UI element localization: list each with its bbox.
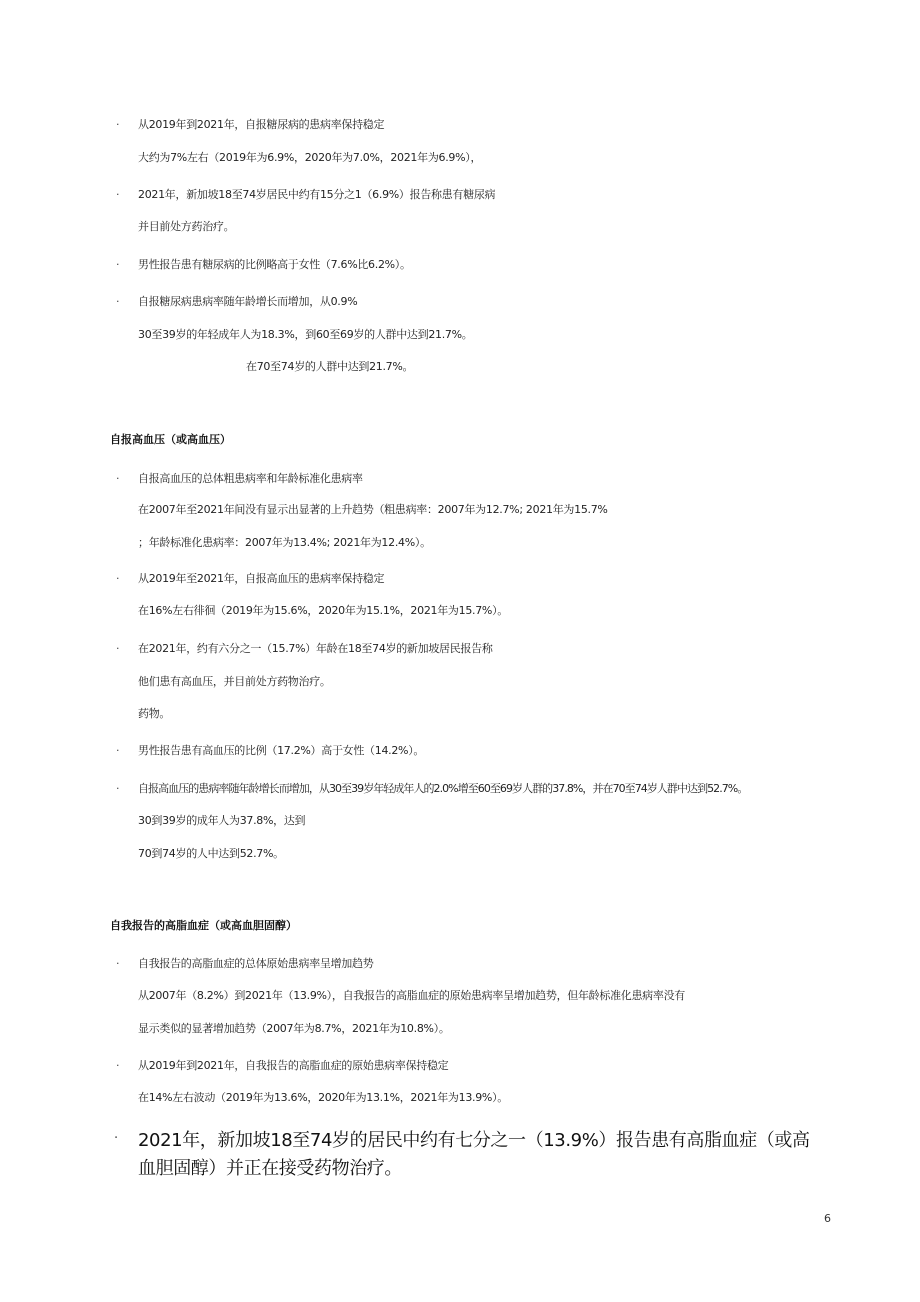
hypertension-heading: 自报高血压（或高血压） xyxy=(110,433,231,446)
hypertension-age-line-3: 70到74岁的人中达到52.7%。 xyxy=(138,847,284,860)
hypertension-age-line-2: 30到39岁的成年人为37.8%，达到 xyxy=(138,814,306,827)
cholesterol-heading: 自我报告的高脂血症（或高血胆固醇） xyxy=(110,919,297,932)
hypertension-stable-line-2: 在16%左右徘徊（2019年为15.6%，2020年为15.1%，2021年为15.7%）。 xyxy=(138,604,508,617)
diabetes-stable-line-2: 大约为7%左右（2019年为6.9%，2020年为7.0%，2021年为6.9%）， xyxy=(138,151,482,164)
diabetes-age-line-2: 30至39岁的年轻成年人为18.3%，到60至69岁的人群中达到21.7%。 xyxy=(138,328,473,341)
bullet-marker: · xyxy=(116,782,120,795)
hypertension-trend-line-2: 在2007年至2021年间没有显示出显著的上升趋势（粗患病率：2007年为12.7%; 2021年为15.7% xyxy=(138,503,608,516)
bullet-marker: · xyxy=(116,957,120,970)
cholesterol-trend-line-2: 从2007年（8.2%）到2021年（13.9%），自我报告的高脂血症的原始患病率呈增加趋势，但年龄标准化患病率没有 xyxy=(138,989,685,1002)
diabetes-age-line-3: 在70至74岁的人群中达到21.7%。 xyxy=(246,360,414,373)
diabetes-stable-line-1: 从2019年到2021年，自报糖尿病的患病率保持稳定 xyxy=(138,118,385,131)
page-number: 6 xyxy=(824,1212,831,1225)
bullet-marker: · xyxy=(116,642,120,655)
bullet-marker: · xyxy=(116,1059,120,1072)
hypertension-age-line-1: 自报高血压的患病率随年龄增长而增加，从30至39岁年轻成年人的2.0%增至60至69岁人群的37.8%，并在70至74岁人群中达到52.7%。 xyxy=(138,782,748,795)
cholesterol-fraction-line-1: 2021年，新加坡18至74岁的居民中约有七分之一（13.9%）报告患有高脂血症（或高 xyxy=(138,1130,810,1151)
bullet-marker: · xyxy=(116,258,120,271)
bullet-marker: · xyxy=(116,572,120,585)
bullet-marker: · xyxy=(116,188,120,201)
hypertension-trend-line-3: ；年龄标准化患病率：2007年为13.4%; 2021年为12.4%）。 xyxy=(138,536,431,549)
bullet-marker: · xyxy=(116,472,120,485)
bullet-marker: · xyxy=(114,1131,119,1146)
hypertension-stable-line-1: 从2019年至2021年，自报高血压的患病率保持稳定 xyxy=(138,572,385,585)
hypertension-fraction-line-1: 在2021年，约有六分之一（15.7%）年龄在18至74岁的新加坡居民报告称 xyxy=(138,642,493,655)
bullet-marker: · xyxy=(116,118,120,131)
hypertension-fraction-line-2: 他们患有高血压，并目前处方药物治疗。 xyxy=(138,675,331,688)
diabetes-gender-line: 男性报告患有糖尿病的比例略高于女性（7.6%比6.2%）。 xyxy=(138,258,411,271)
cholesterol-trend-line-1: 自我报告的高脂血症的总体原始患病率呈增加趋势 xyxy=(138,957,374,970)
bullet-marker: · xyxy=(116,744,120,757)
diabetes-fraction-line-1: 2021年，新加坡18至74岁居民中约有15分之1（6.9%）报告称患有糖尿病 xyxy=(138,188,496,201)
cholesterol-trend-line-3: 显示类似的显著增加趋势（2007年为8.7%，2021年为10.8%）。 xyxy=(138,1022,450,1035)
bullet-marker: · xyxy=(116,295,120,308)
diabetes-age-line-1: 自报糖尿病患病率随年龄增长而增加，从0.9% xyxy=(138,295,358,308)
cholesterol-stable-line-1: 从2019年到2021年，自我报告的高脂血症的原始患病率保持稳定 xyxy=(138,1059,449,1072)
hypertension-fraction-line-3: 药物。 xyxy=(138,707,171,720)
hypertension-trend-line-1: 自报高血压的总体粗患病率和年龄标准化患病率 xyxy=(138,472,363,485)
cholesterol-fraction-line-2: 血胆固醇）并正在接受药物治疗。 xyxy=(138,1158,402,1179)
cholesterol-stable-line-2: 在14%左右波动（2019年为13.6%，2020年为13.1%，2021年为13.9%）。 xyxy=(138,1091,508,1104)
diabetes-fraction-line-2: 并目前处方药治疗。 xyxy=(138,220,235,233)
hypertension-gender-line: 男性报告患有高血压的比例（17.2%）高于女性（14.2%）。 xyxy=(138,744,425,757)
